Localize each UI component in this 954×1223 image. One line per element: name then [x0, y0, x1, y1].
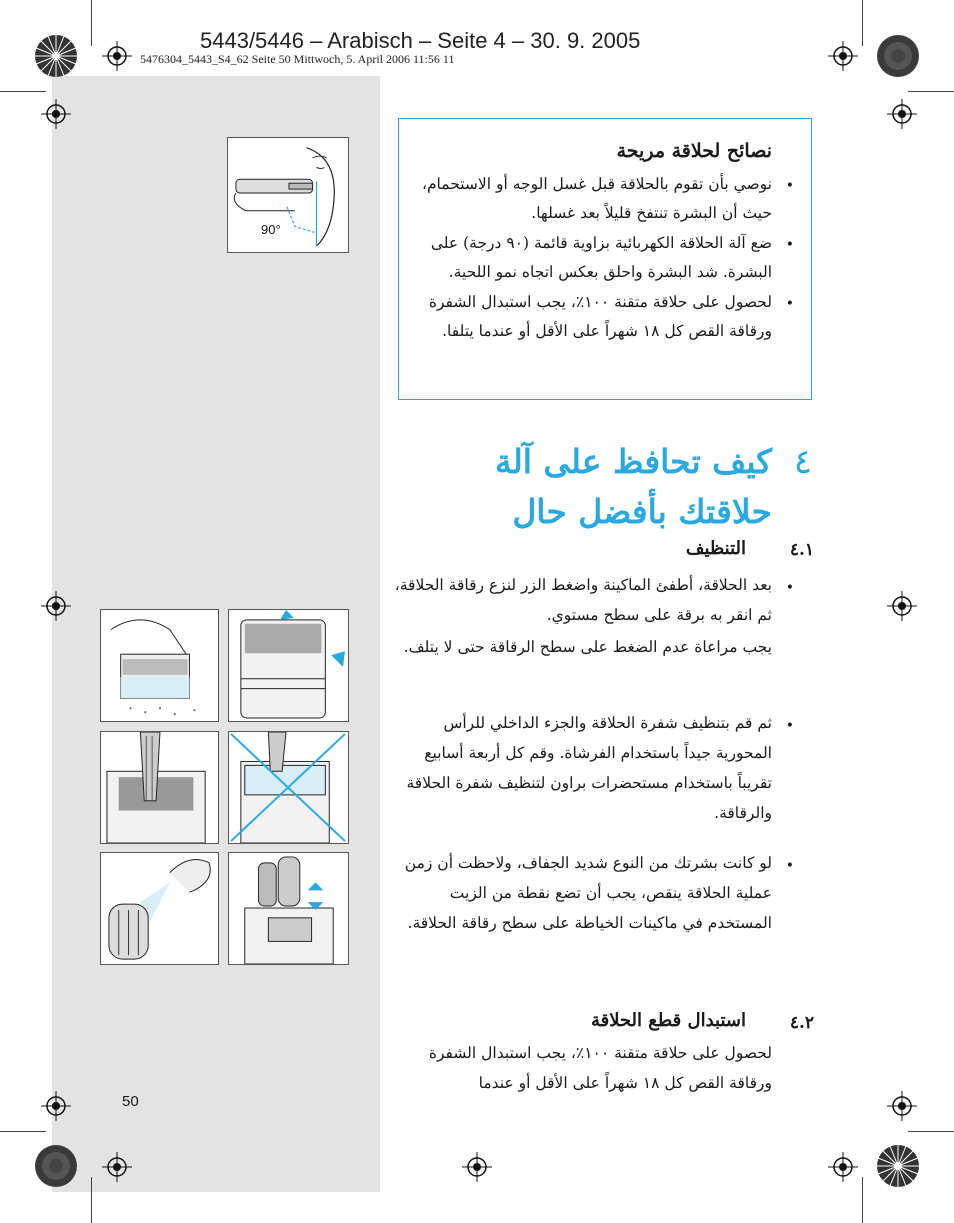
bullet-icon: • [785, 296, 794, 312]
registration-mark [41, 1091, 71, 1121]
subsection-title: التنظيف [685, 538, 746, 559]
registration-mark [41, 99, 71, 129]
shaving-angle-illustration [227, 137, 349, 253]
brush-cleaning-illustration [100, 731, 219, 844]
crop-mark [91, 0, 92, 46]
paragraph: يجب مراعاة عدم الضغط على سطح الرقاقة حتى لا يتلف. [403, 638, 772, 656]
tips-title: نصائح لحلاقة مريحة [616, 140, 772, 162]
registration-mark [887, 591, 917, 621]
crop-mark [908, 91, 954, 92]
bullet-icon: • [785, 858, 794, 874]
paragraph: ثم قم بتنظيف شفرة الحلاقة والجزء الداخلي للرأس المحورية جيداً باستخدام الفرشاة. وقم كل أربعة أسابيع تقريباً باستخدام مستحضرات براون لتنظيف شفرة الحلاقة والرقاقة. [406, 714, 772, 822]
angle-label: 90° [261, 222, 281, 237]
foil-removal-illustration [100, 609, 219, 722]
print-header-title: 5443/5446 – Arabisch – Seite 4 – 30. 9. 2005 [200, 28, 641, 53]
release-button-illustration [228, 609, 349, 722]
printer-star-target [876, 1144, 920, 1188]
registration-mark [102, 41, 132, 71]
spray-cleaner-illustration [100, 852, 219, 965]
bullet-icon: • [785, 718, 794, 734]
subsection-title: استبدال قطع الحلاقة [590, 1010, 746, 1031]
registration-mark [462, 1152, 492, 1182]
registration-mark [887, 1091, 917, 1121]
printer-star-target [34, 34, 78, 78]
printer-density-target [34, 1144, 78, 1188]
crop-mark [0, 91, 46, 92]
section-title: كيف تحافظ على آلة حلاقتك بأفضل حال [495, 442, 772, 531]
tip-item: لحصول على حلاقة متقنة ١٠٠٪، يجب استبدال الشفرة ورقاقة القص كل ١٨ شهراً على الأقل أو عندما يتلفا. [428, 293, 772, 340]
registration-mark [828, 1152, 858, 1182]
cutter-block-illustration [228, 852, 349, 965]
subsection-number: ٤.١ [789, 540, 814, 560]
section-number: ٤ [793, 442, 812, 482]
crop-mark [908, 1131, 954, 1132]
paragraph: بعد الحلاقة، أطفئ الماكينة واضغط الزر لنزع رقاقة الحلاقة، ثم انقر به برقة على سطح مستوي. [394, 576, 772, 624]
print-header-subtitle: 5476304_5443_S4_62 Seite 50 Mittwoch, 5. April 2006 11:56 11 [140, 52, 455, 66]
tip-item: نوصي بأن تقوم بالحلاقة قبل غسل الوجه أو الاستحمام، حيث أن البشرة تنتفخ قليلاً بعد غسلها. [421, 175, 772, 222]
bullet-icon: • [785, 237, 794, 253]
registration-mark [887, 99, 917, 129]
registration-mark [102, 1152, 132, 1182]
paragraph: لحصول على حلاقة متقنة ١٠٠٪، يجب استبدال الشفرة ورقاقة القص كل ١٨ شهراً على الأقل أو عندما [428, 1044, 772, 1092]
subsection-number: ٤.٢ [789, 1013, 814, 1033]
tip-item: ضع آلة الحلاقة الكهربائية بزاوية قائمة (٩٠ درجة) على البشرة. شد البشرة واحلق بعكس اتجاه نمو اللحية. [430, 234, 772, 281]
bullet-icon: • [785, 580, 794, 596]
registration-mark [41, 591, 71, 621]
crop-mark [862, 0, 863, 46]
registration-mark [828, 41, 858, 71]
crop-mark [91, 1177, 92, 1223]
crop-mark [862, 1177, 863, 1223]
crop-mark [0, 1131, 46, 1132]
bullet-icon: • [785, 178, 794, 194]
page-number: 50 [122, 1093, 139, 1110]
do-not-brush-foil-illustration [228, 731, 349, 844]
paragraph: لو كانت بشرتك من النوع شديد الجفاف، ولاحظت أن زمن عملية الحلاقة ينقص، يجب أن تضع نقطة من الزيت المستخدم في ماكينات الخياطة على سطح رقاقة الحلاقة. [404, 854, 772, 932]
printer-density-target [876, 34, 920, 78]
